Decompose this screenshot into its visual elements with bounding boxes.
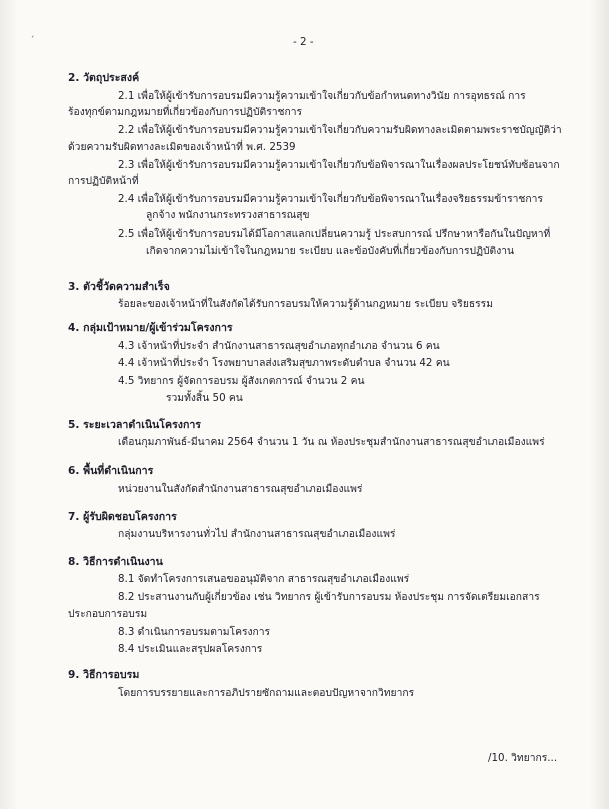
objective-2-2-line-2: ด้วยความรับผิดทางละเมิดของเจ้าหน้าที่ พ.ศ. 2539 bbox=[68, 141, 296, 153]
section-7-heading: 7. ผู้รับผิดชอบโครงการ bbox=[68, 511, 177, 523]
target-4-4: 4.4 เจ้าหน้าที่ประจำ โรงพยาบาลส่งเสริมสุขภาพระดับตำบล จำนวน 42 คน bbox=[118, 357, 450, 369]
objective-2-4-line-1: 2.4 เพื่อให้ผู้เข้ารับการอบรมมีความรู้ความเข้าใจเกี่ยวกับข้อพิจารณาในเรื่องจริยธรรมข้าราชการ bbox=[118, 193, 543, 205]
target-4-3: 4.3 เจ้าหน้าที่ประจำ สำนักงานสาธารณสุขอำเภอทุกอำเภอ จำนวน 6 คน bbox=[118, 340, 440, 352]
objective-2-1-line-2: ร้องทุกข์ตามกฎหมายที่เกี่ยวข้องกับการปฏิบัติราชการ bbox=[68, 106, 303, 118]
section-3-heading: 3. ตัวชี้วัดความสำเร็จ bbox=[68, 281, 170, 293]
section-2-heading: 2. วัตถุประสงค์ bbox=[68, 72, 140, 84]
objective-2-3-line-1: 2.3 เพื่อให้ผู้เข้ารับการอบรมมีความรู้ความเข้าใจเกี่ยวกับข้อพิจารณาในเรื่องผลประโยชน์ทับซ้อนจาก bbox=[118, 159, 560, 171]
section-6-text: หน่วยงานในสังกัดสำนักงานสาธารณสุขอำเภอเมืองแพร่ bbox=[118, 483, 363, 495]
method-8-1: 8.1 จัดทำโครงการเสนอขออนุมัติจาก สาธารณสุขอำเภอเมืองแพร่ bbox=[118, 573, 410, 585]
page-number: - 2 - bbox=[293, 36, 314, 48]
method-8-2-line-2: ประกอบการอบรม bbox=[68, 608, 148, 620]
method-8-3: 8.3 ดำเนินการอบรมตามโครงการ bbox=[118, 626, 271, 638]
section-9-heading: 9. วิธีการอบรม bbox=[68, 669, 140, 681]
objective-2-5-line-2: เกิดจากความไม่เข้าใจในกฎหมาย ระเบียบ และข้อบังคับที่เกี่ยวข้องกับการปฏิบัติงาน bbox=[146, 245, 515, 257]
target-total: รวมทั้งสิ้น 50 คน bbox=[166, 392, 243, 404]
section-5-text: เดือนกุมภาพันธ์-มีนาคม 2564 จำนวน 1 วัน ณ ห้องประชุมสำนักงานสาธารณสุขอำเภอเมืองแพร่ bbox=[118, 436, 545, 448]
objective-2-3-line-2: การปฏิบัติหน้าที่ bbox=[68, 175, 139, 187]
objective-2-1-line-1: 2.1 เพื่อให้ผู้เข้ารับการอบรมมีความรู้ความเข้าใจเกี่ยวกับข้อกำหนดทางวินัย การอุทธรณ์ การ bbox=[118, 90, 526, 102]
method-8-2-line-1: 8.2 ประสานงานกับผู้เกี่ยวข้อง เช่น วิทยากร ผู้เข้ารับการอบรม ห้องประชุม การจัดเตรียมเอกสาร bbox=[118, 591, 540, 603]
section-4-heading: 4. กลุ่มเป้าหมาย/ผู้เข้าร่วมโครงการ bbox=[68, 322, 233, 334]
section-6-heading: 6. พื้นที่ดำเนินการ bbox=[68, 465, 154, 477]
method-8-4: 8.4 ประเมินและสรุปผลโครงการ bbox=[118, 643, 263, 655]
section-8-heading: 8. วิธีการดำเนินงาน bbox=[68, 556, 163, 568]
scan-mark: ˊ bbox=[30, 36, 35, 46]
section-3-text: ร้อยละของเจ้าหน้าที่ในสังกัดได้รับการอบรมให้ความรู้ด้านกฎหมาย ระเบียบ จริยธรรม bbox=[118, 298, 493, 310]
target-4-5: 4.5 วิทยากร ผู้จัดการอบรม ผู้สังเกตการณ์ จำนวน 2 คน bbox=[118, 375, 365, 387]
section-5-heading: 5. ระยะเวลาดำเนินโครงการ bbox=[68, 419, 201, 431]
objective-2-2-line-1: 2.2 เพื่อให้ผู้เข้ารับการอบรมมีความรู้ความเข้าใจเกี่ยวกับความรับผิดทางละเมิดตามพระราชบัญญัติว่า bbox=[118, 124, 562, 136]
section-9-text: โดยการบรรยายและการอภิปรายซักถามและตอบปัญหาจากวิทยากร bbox=[118, 687, 415, 699]
objective-2-5-line-1: 2.5 เพื่อให้ผู้เข้ารับการอบรมได้มีโอกาสแลกเปลี่ยนความรู้ ประสบการณ์ ปรึกษาหารือกันในปัญหาที่ bbox=[118, 228, 551, 240]
section-7-text: กลุ่มงานบริหารงานทั่วไป สำนักงานสาธารณสุขอำเภอเมืองแพร่ bbox=[118, 528, 396, 540]
objective-2-4-line-2: ลูกจ้าง พนักงานกระทรวงสาธารณสุข bbox=[146, 209, 310, 221]
continuation-note: /10. วิทยากร... bbox=[488, 752, 558, 764]
